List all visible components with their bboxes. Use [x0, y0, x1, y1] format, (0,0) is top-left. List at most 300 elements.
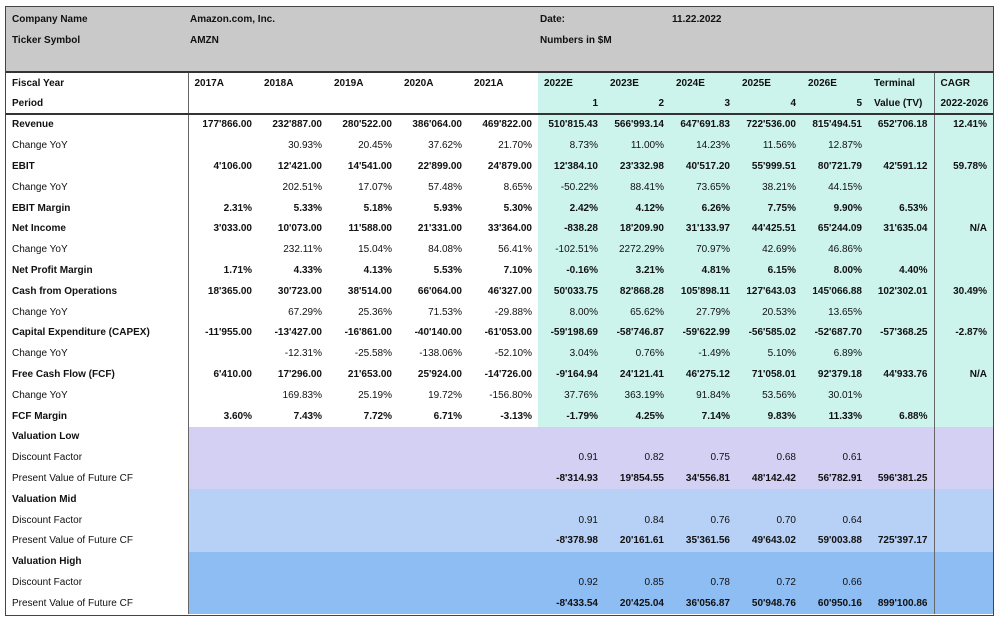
present-value-row	[6, 469, 993, 490]
table-cell: 21'653.00	[347, 368, 392, 380]
table-cell: 7.72%	[363, 410, 392, 422]
empty-cell	[934, 510, 993, 531]
column-header-year: 2023E	[604, 73, 670, 94]
present-value-cell: -8'433.54	[538, 593, 604, 614]
table-row	[6, 365, 993, 386]
row-label: Capital Expenditure (CAPEX)	[6, 323, 188, 344]
row-label: Change YoY	[6, 344, 188, 365]
table-cell	[934, 177, 993, 198]
date-label: Date:	[540, 14, 566, 25]
empty-cell	[258, 531, 328, 552]
empty-cell	[538, 427, 604, 448]
row-label: EBIT Margin	[6, 198, 188, 219]
table-cell: 25.36%	[358, 306, 392, 318]
table-cell: 5.53%	[433, 264, 462, 276]
column-header-period: 1	[538, 94, 604, 114]
empty-cell	[802, 552, 868, 573]
table-cell: 8.00%	[538, 302, 604, 323]
table-cell: 6.15%	[736, 261, 802, 282]
table-cell: -40'140.00	[414, 327, 462, 339]
empty-cell	[328, 552, 398, 573]
empty-cell	[934, 448, 993, 469]
table-cell: 70.97%	[670, 240, 736, 261]
table-cell: 202.51%	[282, 181, 322, 193]
table-cell: 9.90%	[802, 198, 868, 219]
table-cell: -12.31%	[284, 348, 322, 360]
table-cell: -1.79%	[538, 406, 604, 427]
table-cell: 5.30%	[503, 202, 532, 214]
empty-cell	[258, 427, 328, 448]
period-label: Period	[6, 94, 188, 114]
empty-cell	[934, 427, 993, 448]
present-value-cell: 50'948.76	[736, 593, 802, 614]
empty-cell	[868, 427, 934, 448]
column-header-year: 2025E	[736, 73, 802, 94]
empty-cell	[398, 427, 468, 448]
table-cell	[934, 406, 993, 427]
present-value-cell: 19'854.55	[604, 469, 670, 490]
row-label: Change YoY	[6, 240, 188, 261]
table-cell: -14'726.00	[484, 368, 532, 380]
company-label: Company Name	[12, 14, 88, 25]
empty-cell	[868, 552, 934, 573]
table-cell: N/A	[934, 219, 993, 240]
table-cell: 42.69%	[736, 240, 802, 261]
table-row	[6, 323, 993, 344]
table-cell: -138.06%	[419, 348, 462, 360]
table-cell: 722'536.00	[736, 114, 802, 136]
row-label: Change YoY	[6, 302, 188, 323]
valuation-title: Valuation Mid	[6, 489, 188, 510]
table-cell: 8.65%	[503, 181, 532, 193]
table-cell: 53.56%	[736, 385, 802, 406]
empty-cell	[934, 469, 993, 490]
table-cell: 55'999.51	[736, 157, 802, 178]
table-cell: 8.00%	[802, 261, 868, 282]
table-cell: 65'244.09	[802, 219, 868, 240]
discount-factor-row	[6, 510, 993, 531]
table-cell: 8.73%	[538, 136, 604, 157]
cagr-header: 2022-2026	[934, 94, 993, 114]
discount-factor-value: 0.84	[604, 510, 670, 531]
table-cell: 4.33%	[293, 264, 322, 276]
table-cell: -57'368.25	[868, 323, 934, 344]
discount-factor-value: 0.92	[538, 573, 604, 594]
table-cell	[934, 261, 993, 282]
empty-cell	[736, 427, 802, 448]
table-cell: -56'585.02	[736, 323, 802, 344]
empty-cell	[934, 552, 993, 573]
table-cell: 13.65%	[802, 302, 868, 323]
ticker-label: Ticker Symbol	[12, 35, 81, 46]
empty-cell	[670, 427, 736, 448]
table-cell: 56.41%	[498, 244, 532, 256]
empty-cell	[736, 489, 802, 510]
table-cell: -838.28	[538, 219, 604, 240]
terminal-value-header: Value (TV)	[868, 94, 934, 114]
table-cell: 7.10%	[503, 264, 532, 276]
empty-cell	[328, 427, 398, 448]
present-value-row	[6, 531, 993, 552]
table-cell: 7.75%	[736, 198, 802, 219]
discount-factor-value: 0.85	[604, 573, 670, 594]
present-value-cell: -8'314.93	[538, 469, 604, 490]
table-cell: 3.21%	[604, 261, 670, 282]
table-cell: 12'421.00	[277, 160, 322, 172]
table-cell	[868, 177, 934, 198]
table-cell	[868, 385, 934, 406]
table-cell: 232.11%	[283, 244, 322, 256]
table-cell: 145'066.88	[802, 281, 868, 302]
table-cell: 6.71%	[433, 410, 462, 422]
empty-cell	[188, 469, 258, 490]
table-cell: 18'365.00	[207, 285, 252, 297]
table-cell: 3'033.00	[213, 223, 252, 235]
empty-cell	[604, 427, 670, 448]
table-cell: -0.16%	[538, 261, 604, 282]
table-cell: 4.12%	[604, 198, 670, 219]
table-cell: 7.43%	[293, 410, 322, 422]
table-row	[6, 406, 993, 427]
table-row	[6, 302, 993, 323]
table-cell	[868, 344, 934, 365]
column-header-period: 4	[736, 94, 802, 114]
financial-table	[6, 73, 993, 614]
table-cell: 5.33%	[293, 202, 322, 214]
table-cell: 46'275.12	[670, 365, 736, 386]
empty-cell	[188, 593, 258, 614]
valuation-title-row	[6, 427, 993, 448]
present-value-label: Present Value of Future CF	[6, 531, 188, 552]
present-value-terminal: 596'381.25	[868, 469, 934, 490]
empty-cell	[188, 552, 258, 573]
table-cell: -25.58%	[354, 348, 392, 360]
column-header-period: 2	[604, 94, 670, 114]
table-cell: 24'121.41	[604, 365, 670, 386]
table-cell: 3.04%	[538, 344, 604, 365]
table-cell: 6.26%	[670, 198, 736, 219]
table-row	[6, 177, 993, 198]
discount-factor-label: Discount Factor	[6, 573, 188, 594]
table-cell: 1.71%	[223, 264, 252, 276]
present-value-cell: -8'378.98	[538, 531, 604, 552]
table-cell: 44'933.76	[868, 365, 934, 386]
table-cell	[934, 136, 993, 157]
empty-cell	[868, 573, 934, 594]
table-cell: 37.76%	[538, 385, 604, 406]
table-cell: 38'514.00	[347, 285, 392, 297]
empty-cell	[468, 573, 538, 594]
empty-cell	[398, 469, 468, 490]
ticker-value: AMZN	[190, 35, 219, 46]
table-cell: 22'899.00	[417, 160, 462, 172]
table-row	[6, 114, 993, 136]
present-value-cell: 20'161.61	[604, 531, 670, 552]
table-cell: 102'302.01	[868, 281, 934, 302]
table-cell: 4'106.00	[213, 160, 252, 172]
table-cell: 14.23%	[670, 136, 736, 157]
table-cell: 31'133.97	[670, 219, 736, 240]
table-cell: 37.62%	[428, 140, 462, 152]
empty-cell	[868, 448, 934, 469]
valuation-title: Valuation Low	[6, 427, 188, 448]
table-cell: 105'898.11	[670, 281, 736, 302]
column-header-year: 2020A	[404, 77, 434, 89]
row-label: Free Cash Flow (FCF)	[6, 365, 188, 386]
discount-factor-value: 0.91	[538, 510, 604, 531]
empty-cell	[868, 510, 934, 531]
table-cell: 21'331.00	[417, 223, 462, 235]
row-label: Change YoY	[6, 177, 188, 198]
table-cell: 17'296.00	[277, 368, 322, 380]
table-row	[6, 136, 993, 157]
table-cell: 80'721.79	[802, 157, 868, 178]
column-header-period	[188, 94, 258, 114]
discount-factor-row	[6, 448, 993, 469]
table-cell: 82'868.28	[604, 281, 670, 302]
present-value-label: Present Value of Future CF	[6, 593, 188, 614]
table-cell: -156.80%	[489, 389, 532, 401]
present-value-terminal: 899'100.86	[868, 593, 934, 614]
table-cell: 21.70%	[498, 140, 532, 152]
empty-cell	[258, 510, 328, 531]
table-cell: 386'064.00	[412, 119, 462, 131]
empty-cell	[398, 531, 468, 552]
empty-cell	[398, 510, 468, 531]
column-header-year: 2017A	[194, 77, 224, 89]
table-cell: 27.79%	[670, 302, 736, 323]
discount-factor-value: 0.75	[670, 448, 736, 469]
table-cell: 23'332.98	[604, 157, 670, 178]
column-header-period	[468, 94, 538, 114]
table-cell: 19.72%	[428, 389, 462, 401]
empty-cell	[802, 489, 868, 510]
table-cell	[868, 240, 934, 261]
column-header-year: 2019A	[334, 77, 364, 89]
empty-cell	[398, 573, 468, 594]
date-value: 11.22.2022	[672, 14, 722, 25]
table-cell: 510'815.43	[538, 114, 604, 136]
empty-cell	[468, 552, 538, 573]
row-label: EBIT	[6, 157, 188, 178]
table-cell: 84.08%	[428, 244, 462, 256]
empty-cell	[670, 489, 736, 510]
discount-factor-value: 0.66	[802, 573, 868, 594]
empty-cell	[468, 531, 538, 552]
valuation-title-row	[6, 489, 993, 510]
table-cell: 65.62%	[604, 302, 670, 323]
table-cell: 14'541.00	[347, 160, 392, 172]
empty-cell	[538, 552, 604, 573]
table-row	[6, 281, 993, 302]
discount-factor-value: 0.82	[604, 448, 670, 469]
discount-factor-value: 0.68	[736, 448, 802, 469]
row-label: Net Income	[6, 219, 188, 240]
table-row	[6, 240, 993, 261]
table-cell	[934, 344, 993, 365]
discount-factor-value: 0.91	[538, 448, 604, 469]
empty-cell	[934, 593, 993, 614]
table-cell: 11'588.00	[348, 223, 392, 235]
table-row	[6, 198, 993, 219]
row-label: Change YoY	[6, 136, 188, 157]
table-cell: 25'924.00	[417, 368, 462, 380]
table-cell	[188, 136, 258, 157]
cagr-header: CAGR	[934, 73, 993, 94]
table-cell: 11.56%	[736, 136, 802, 157]
table-cell: 30.93%	[288, 140, 322, 152]
empty-cell	[398, 489, 468, 510]
column-header-year: 2021A	[474, 77, 504, 89]
empty-cell	[868, 489, 934, 510]
table-cell: -102.51%	[538, 240, 604, 261]
discount-factor-row	[6, 573, 993, 594]
table-cell: 169.83%	[282, 389, 322, 401]
empty-cell	[468, 593, 538, 614]
column-header-period: 3	[670, 94, 736, 114]
table-cell: 57.48%	[428, 181, 462, 193]
empty-cell	[258, 448, 328, 469]
table-cell: 11.00%	[604, 136, 670, 157]
table-cell: 815'494.51	[802, 114, 868, 136]
table-cell: 15.04%	[358, 244, 392, 256]
table-cell: 647'691.83	[670, 114, 736, 136]
empty-cell	[328, 448, 398, 469]
table-cell: 4.13%	[363, 264, 392, 276]
table-cell: -61'053.00	[484, 327, 532, 339]
table-cell: -2.87%	[934, 323, 993, 344]
empty-cell	[188, 489, 258, 510]
empty-cell	[468, 489, 538, 510]
row-label: Change YoY	[6, 385, 188, 406]
present-value-cell: 35'361.56	[670, 531, 736, 552]
table-cell	[934, 240, 993, 261]
empty-cell	[670, 552, 736, 573]
empty-cell	[258, 489, 328, 510]
empty-cell	[398, 552, 468, 573]
table-cell: 30.49%	[934, 281, 993, 302]
discount-factor-value: 0.76	[670, 510, 736, 531]
table-cell: 4.25%	[604, 406, 670, 427]
table-cell: 363.19%	[604, 385, 670, 406]
discount-factor-label: Discount Factor	[6, 448, 188, 469]
column-header-period	[328, 94, 398, 114]
present-value-cell: 36'056.87	[670, 593, 736, 614]
discount-factor-value: 0.78	[670, 573, 736, 594]
table-cell: 3.60%	[223, 410, 252, 422]
table-cell: -59'622.99	[670, 323, 736, 344]
table-cell: 280'522.00	[342, 119, 392, 131]
table-cell: -58'746.87	[604, 323, 670, 344]
table-cell: 50'033.75	[538, 281, 604, 302]
empty-cell	[736, 552, 802, 573]
empty-cell	[328, 489, 398, 510]
row-label: Cash from Operations	[6, 281, 188, 302]
table-cell	[188, 344, 258, 365]
empty-cell	[934, 531, 993, 552]
table-cell: 4.40%	[868, 261, 934, 282]
table-header-row	[6, 94, 993, 114]
table-cell: 6.53%	[868, 198, 934, 219]
column-header-year: 2018A	[264, 77, 294, 89]
table-cell: 88.41%	[604, 177, 670, 198]
table-cell: 59.78%	[934, 157, 993, 178]
empty-cell	[258, 593, 328, 614]
valuation-title-row	[6, 552, 993, 573]
table-cell: 177'866.00	[202, 119, 252, 131]
discount-factor-value: 0.61	[802, 448, 868, 469]
table-cell: 73.65%	[670, 177, 736, 198]
present-value-cell: 60'950.16	[802, 593, 868, 614]
table-cell: -11'955.00	[205, 327, 252, 339]
column-header-year: 2022E	[538, 73, 604, 94]
table-cell: 232'887.00	[272, 119, 322, 131]
empty-cell	[188, 573, 258, 594]
table-row	[6, 261, 993, 282]
table-cell: -50.22%	[538, 177, 604, 198]
table-cell: 12'384.10	[538, 157, 604, 178]
table-cell: -3.13%	[500, 410, 532, 422]
empty-cell	[934, 573, 993, 594]
company-value: Amazon.com, Inc.	[190, 14, 276, 25]
table-cell: 5.93%	[433, 202, 462, 214]
table-cell: N/A	[934, 365, 993, 386]
table-cell: -29.88%	[494, 306, 532, 318]
table-cell: 566'993.14	[604, 114, 670, 136]
present-value-cell: 49'643.02	[736, 531, 802, 552]
present-value-cell: 34'556.81	[670, 469, 736, 490]
empty-cell	[188, 510, 258, 531]
empty-cell	[604, 489, 670, 510]
empty-cell	[468, 510, 538, 531]
table-cell: 30'723.00	[277, 285, 322, 297]
table-cell: 18'209.90	[604, 219, 670, 240]
table-cell: 40'517.20	[670, 157, 736, 178]
table-cell	[934, 198, 993, 219]
empty-cell	[258, 573, 328, 594]
table-cell: 71.53%	[428, 306, 462, 318]
table-cell	[868, 302, 934, 323]
present-value-row	[6, 593, 993, 614]
present-value-cell: 59'003.88	[802, 531, 868, 552]
present-value-cell: 20'425.04	[604, 593, 670, 614]
table-cell: 44'425.51	[736, 219, 802, 240]
table-row	[6, 157, 993, 178]
table-cell: 17.07%	[358, 181, 392, 193]
empty-cell	[604, 552, 670, 573]
discount-factor-value: 0.70	[736, 510, 802, 531]
table-cell: 4.81%	[670, 261, 736, 282]
table-cell: 24'879.00	[487, 160, 532, 172]
table-cell: 71'058.01	[736, 365, 802, 386]
table-cell: 6'410.00	[213, 368, 252, 380]
empty-cell	[328, 573, 398, 594]
table-cell	[934, 302, 993, 323]
empty-cell	[258, 469, 328, 490]
table-cell: 67.29%	[288, 306, 322, 318]
table-row	[6, 385, 993, 406]
table-cell: -59'198.69	[538, 323, 604, 344]
table-cell: 2.31%	[223, 202, 252, 214]
present-value-cell: 56'782.91	[802, 469, 868, 490]
table-cell	[188, 240, 258, 261]
column-header-period	[398, 94, 468, 114]
table-cell: 92'379.18	[802, 365, 868, 386]
table-cell: 6.88%	[868, 406, 934, 427]
table-cell: 66'064.00	[417, 285, 462, 297]
table-cell	[934, 385, 993, 406]
present-value-cell: 48'142.42	[736, 469, 802, 490]
